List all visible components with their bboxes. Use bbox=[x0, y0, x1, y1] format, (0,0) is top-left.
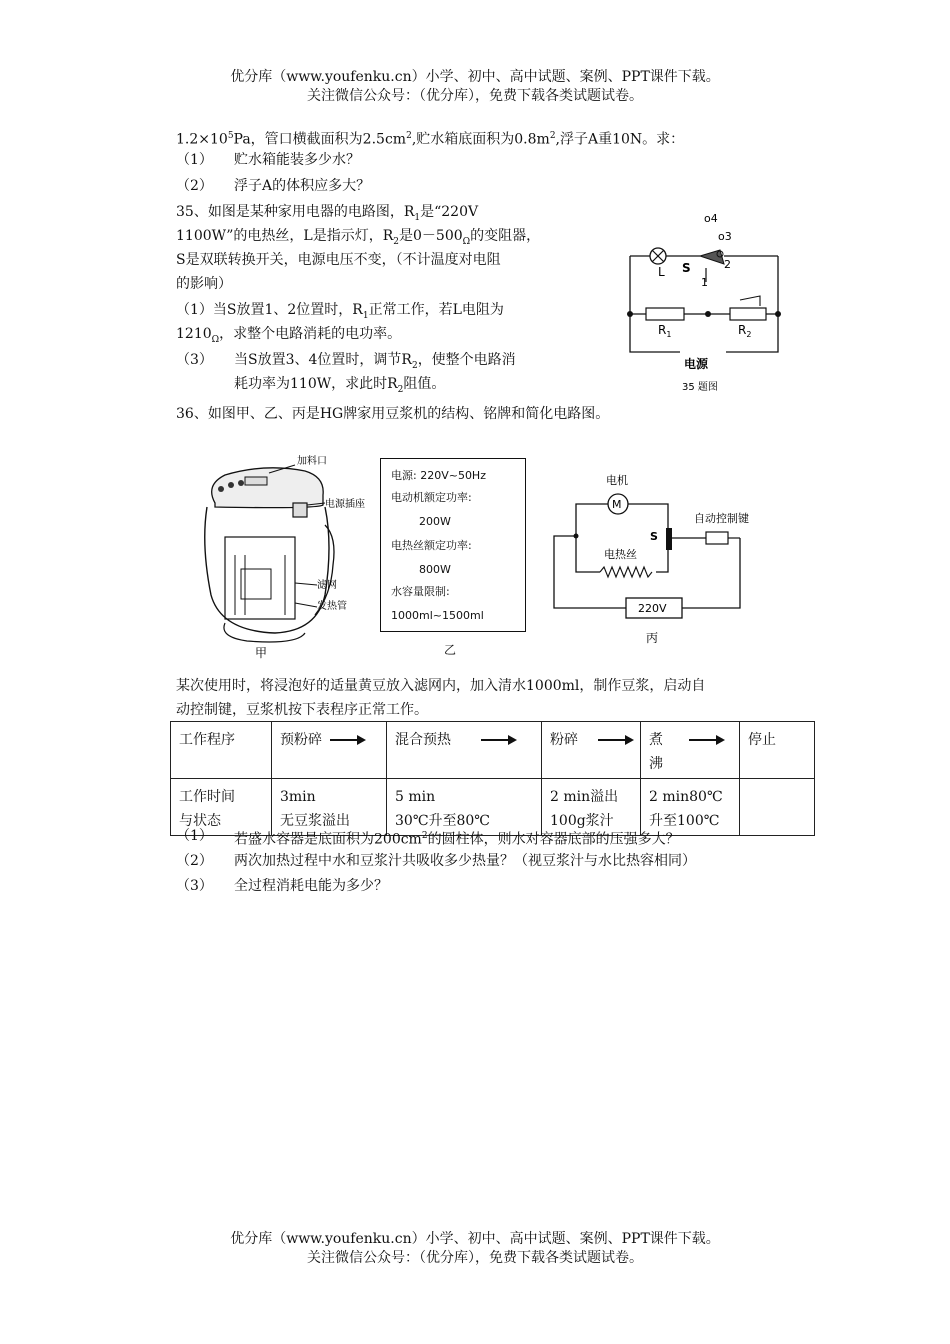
figure-yi-caption: 乙 bbox=[444, 643, 457, 657]
nameplate-power: 电源: 220V~50Hz bbox=[391, 469, 486, 482]
voltage-label: 220V bbox=[638, 602, 667, 615]
switch-s-label: S bbox=[650, 530, 658, 543]
table-cell: 工作程序 bbox=[171, 722, 272, 779]
table-cell: 工作时间 与状态 bbox=[171, 779, 272, 836]
auto-control-key bbox=[706, 532, 728, 544]
table-header-row bbox=[171, 722, 815, 779]
q35-part3-num: （3） bbox=[176, 352, 213, 368]
arrow-right-icon bbox=[330, 734, 366, 746]
terminal-4-label: o4 bbox=[704, 212, 718, 225]
q36-sub1: 若盛水容器是底面积为$200cm^2$的圆柱体，则水对容器底部的压强多大？ bbox=[234, 831, 680, 848]
figure-caption: 35 题图 bbox=[682, 382, 718, 393]
soymilk-machine-figure bbox=[185, 445, 375, 663]
lamp-label: L bbox=[658, 265, 665, 279]
soymilk-circuit-figure bbox=[550, 470, 765, 650]
table-cell: 5 min 30℃升至80℃ bbox=[387, 779, 542, 836]
q35-line-4: 的影响） bbox=[176, 276, 232, 292]
q34-sub2: 浮子A的体积应多大？ bbox=[234, 178, 371, 194]
motor-label: 电机 bbox=[606, 474, 628, 487]
arrow-right-icon bbox=[689, 734, 725, 746]
nameplate-box bbox=[380, 458, 526, 632]
r2-label: $R_2$ bbox=[738, 323, 752, 339]
figure-bing-caption: 丙 bbox=[646, 631, 659, 645]
arrow-right-icon bbox=[598, 734, 634, 746]
header-line-2: 关注微信公众号：（优分库），免费下载各类试题试卷。 bbox=[307, 88, 643, 104]
q35-circuit-figure bbox=[620, 206, 790, 398]
table-cell: 混合预热 bbox=[387, 722, 542, 779]
q36-sub3: 全过程消耗电能为多少？ bbox=[234, 878, 388, 894]
work-program-table bbox=[170, 721, 815, 836]
nameplate-motor-label: 电动机额定功率: bbox=[391, 491, 472, 504]
q34-sub1-num: （1） bbox=[176, 152, 213, 168]
table-cell: 停止 bbox=[740, 722, 815, 779]
q36-sub1-num: （1） bbox=[176, 828, 213, 844]
arrow-right-icon bbox=[481, 734, 517, 746]
q35-part3-line-1: 当S放置3、4位置时，调节$R_2$，使整个电路消 bbox=[234, 352, 516, 371]
q35-line-1: 35、如图是某种家用电器的电路图，$R_1$是“220V bbox=[176, 204, 479, 223]
heater-wire-label: 电热丝 bbox=[604, 548, 637, 561]
switch-s-icon bbox=[666, 528, 672, 550]
r2-rheostat bbox=[730, 308, 766, 320]
nameplate-heater-value: 800W bbox=[419, 563, 451, 576]
label-filter: 滤网 bbox=[317, 580, 337, 591]
q34-given-line: $1.2\times 10^5Pa$，管口横截面积为$2.5cm^2$,贮水箱底面积为$0.8m^2$,浮子A重10N。求： bbox=[176, 131, 685, 148]
table-cell: 预粉碎 bbox=[272, 722, 387, 779]
q35-line-2: 1100W”的电热丝，L是指示灯，$R_2$是$0-500_\Omega$的变阻器， bbox=[176, 228, 541, 247]
svg-text:M: M bbox=[612, 498, 622, 511]
nameplate-heater-label: 电热丝额定功率: bbox=[391, 539, 472, 552]
switch-label: S bbox=[682, 261, 691, 275]
footer-line-2: 关注微信公众号：（优分库），免费下载各类试题试卷。 bbox=[307, 1250, 643, 1266]
table-cell bbox=[740, 779, 815, 836]
footer-line-1: 优分库（www.youfenku.cn）小学、初中、高中试题、案例、PPT课件下载。 bbox=[230, 1231, 720, 1247]
figure-jia-caption: 甲 bbox=[255, 646, 268, 660]
table-cell: 2 min80℃ 升至100℃ bbox=[641, 779, 740, 836]
q35-part1-line-1: （1）当S放置1、2位置时，$R_1$正常工作，若L电阻为 bbox=[176, 302, 504, 321]
terminal-2-label: 2 bbox=[724, 258, 731, 271]
table-cell: 2 min溢出 100g浆汁 bbox=[542, 779, 641, 836]
nameplate-capacity-label: 水容量限制: bbox=[391, 585, 450, 598]
q34-sub2-num: （2） bbox=[176, 178, 213, 194]
auto-control-label: 自动控制键 bbox=[694, 512, 749, 525]
terminal-3-label: o3 bbox=[718, 230, 732, 243]
table-cell: 煮 沸 bbox=[641, 722, 740, 779]
q36-para-line-2: 动控制键，豆浆机按下表程序正常工作。 bbox=[176, 702, 428, 718]
heater-wire-icon bbox=[600, 567, 652, 577]
table-cell: 3min 无豆浆溢出 bbox=[272, 779, 387, 836]
label-power-socket: 电源插座 bbox=[325, 499, 365, 510]
nameplate-capacity-value: 1000ml~1500ml bbox=[391, 609, 484, 622]
nameplate-motor-value: 200W bbox=[419, 515, 451, 528]
source-label: 电源 bbox=[684, 357, 709, 371]
table-cell: 粉碎 bbox=[542, 722, 641, 779]
q35-part1-line-2: $1210_\Omega$，求整个电路消耗的电功率。 bbox=[176, 326, 402, 345]
terminal-1-label: 1 bbox=[701, 276, 708, 289]
header-line-1: 优分库（www.youfenku.cn）小学、初中、高中试题、案例、PPT课件下载。 bbox=[230, 69, 720, 85]
label-heater-tube: 发热管 bbox=[317, 601, 347, 612]
label-feed-opening: 加料口 bbox=[297, 456, 327, 467]
q36-sub2: 两次加热过程中水和豆浆汁共吸收多少热量？（视豆浆汁与水比热容相同） bbox=[234, 853, 696, 869]
q36-sub2-num: （2） bbox=[176, 853, 213, 869]
r1-label: $R_1$ bbox=[658, 323, 672, 339]
q35-part3-line-2: 耗功率为110W，求此时$R_2$阻值。 bbox=[234, 376, 446, 395]
q36-title: 36、如图甲、乙、丙是HG牌家用豆浆机的结构、铭牌和简化电路图。 bbox=[176, 406, 610, 422]
r1-resistor bbox=[646, 308, 684, 320]
q35-line-3: S是双联转换开关，电源电压不变，（不计温度对电阻 bbox=[176, 252, 501, 268]
q34-sub1: 贮水箱能装多少水？ bbox=[234, 152, 360, 168]
q36-para-line-1: 某次使用时，将浸泡好的适量黄豆放入滤网内，加入清水1000ml，制作豆浆，启动自 bbox=[176, 678, 706, 694]
q36-sub3-num: （3） bbox=[176, 878, 213, 894]
